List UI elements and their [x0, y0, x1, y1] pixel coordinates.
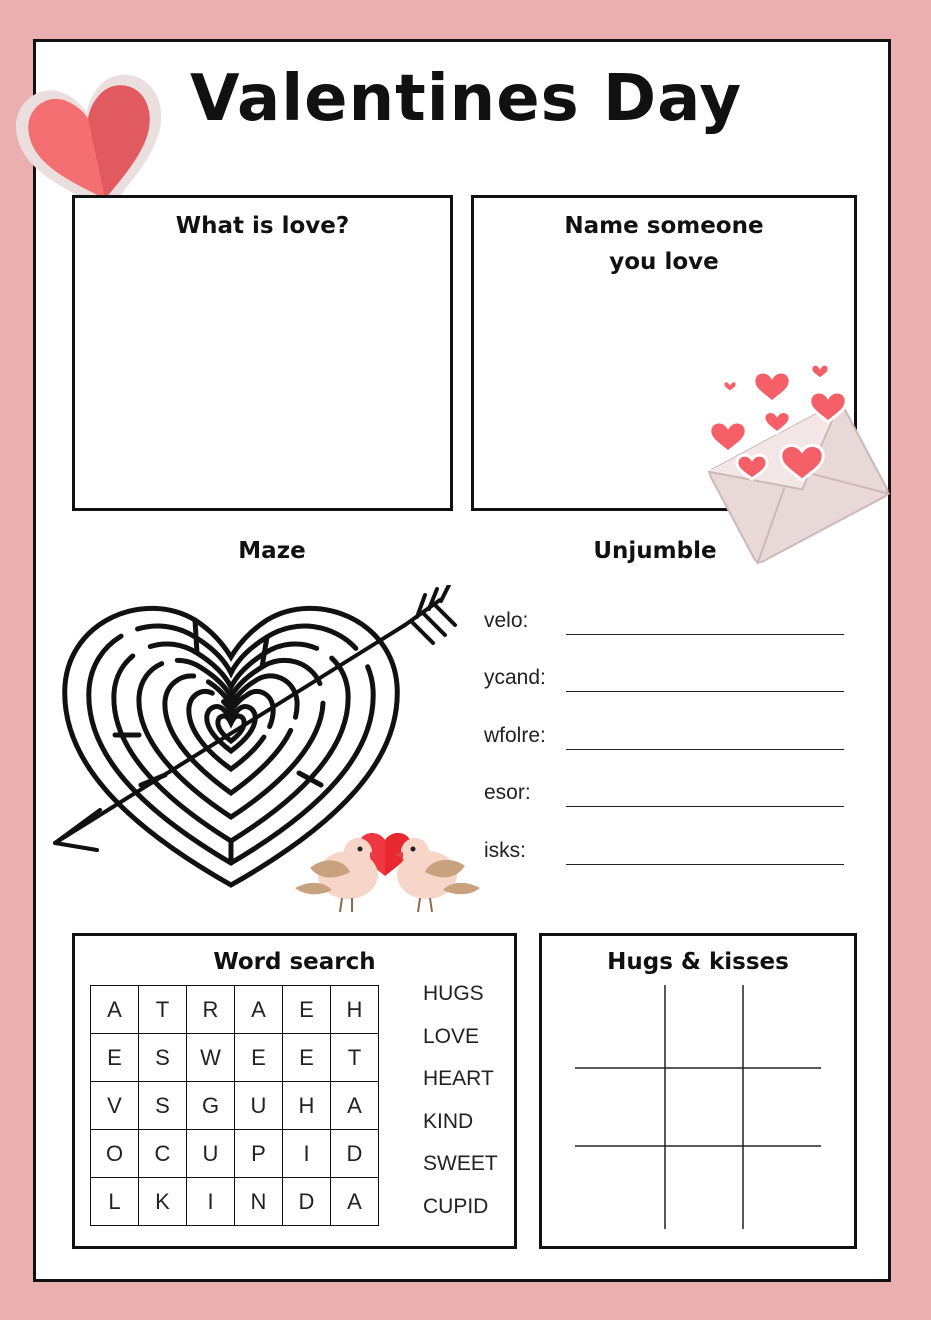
grid-cell[interactable]: T [331, 1034, 379, 1082]
answer-line[interactable] [566, 749, 844, 750]
jumble-word: isks: [484, 839, 526, 862]
grid-cell[interactable]: I [283, 1130, 331, 1178]
grid-cell[interactable]: H [283, 1082, 331, 1130]
name-someone-title-line1: Name someone [564, 213, 764, 239]
grid-cell[interactable]: R [187, 986, 235, 1034]
grid-cell[interactable]: I [187, 1178, 235, 1226]
grid-cell[interactable]: C [139, 1130, 187, 1178]
page-title: Valentines Day [190, 62, 743, 136]
grid-cell[interactable]: S [139, 1034, 187, 1082]
grid-row [91, 986, 379, 1034]
grid-cell[interactable]: E [91, 1034, 139, 1082]
jumble-word: ycand: [484, 666, 546, 689]
grid-row [91, 1130, 379, 1178]
grid-cell[interactable]: U [187, 1130, 235, 1178]
grid-cell[interactable]: N [235, 1178, 283, 1226]
search-word: KIND [423, 1109, 474, 1133]
grid-cell[interactable]: T [139, 986, 187, 1034]
what-is-love-box[interactable] [72, 195, 453, 511]
grid-cell[interactable]: D [331, 1130, 379, 1178]
unjumble-row [484, 777, 844, 807]
search-word: LOVE [423, 1024, 480, 1048]
grid-row [91, 1082, 379, 1130]
unjumble-row [484, 605, 844, 635]
what-is-love-title: What is love? [175, 213, 350, 239]
jumble-word: esor: [484, 781, 531, 804]
answer-line[interactable] [566, 691, 844, 692]
maze-title: Maze [238, 538, 306, 564]
answer-line[interactable] [566, 806, 844, 807]
grid-cell[interactable]: L [91, 1178, 139, 1226]
answer-line[interactable] [566, 634, 844, 635]
tic-tac-toe-board[interactable] [575, 985, 823, 1233]
grid-cell[interactable]: K [139, 1178, 187, 1226]
grid-cell[interactable]: D [283, 1178, 331, 1226]
answer-line[interactable] [566, 864, 844, 865]
grid-cell[interactable]: G [187, 1082, 235, 1130]
grid-cell[interactable]: A [235, 986, 283, 1034]
grid-row [91, 1178, 379, 1226]
jumble-word: wfolre: [484, 724, 546, 747]
grid-cell[interactable]: E [283, 1034, 331, 1082]
grid-cell[interactable]: W [187, 1034, 235, 1082]
grid-cell[interactable]: E [283, 986, 331, 1034]
name-someone-title-line2: you love [609, 249, 719, 275]
grid-row [91, 1034, 379, 1082]
grid-cell[interactable]: A [331, 1082, 379, 1130]
grid-cell[interactable]: P [235, 1130, 283, 1178]
grid-cell[interactable]: H [331, 986, 379, 1034]
hugs-kisses-title: Hugs & kisses [607, 949, 789, 975]
word-search-list [423, 982, 498, 1237]
search-word: SWEET [423, 1152, 498, 1175]
grid-cell[interactable]: A [331, 1178, 379, 1226]
word-search-grid[interactable] [90, 985, 379, 1226]
search-word: HEART [423, 1067, 494, 1090]
unjumble-row [484, 835, 844, 865]
word-search-title: Word search [213, 949, 376, 975]
unjumble-title: Unjumble [593, 538, 717, 564]
search-word: CUPID [423, 1194, 489, 1218]
search-word: HUGS [423, 982, 484, 1005]
grid-cell[interactable]: O [91, 1130, 139, 1178]
grid-cell[interactable]: S [139, 1082, 187, 1130]
grid-cell[interactable]: E [235, 1034, 283, 1082]
love-birds-icon [290, 800, 485, 920]
grid-cell[interactable]: U [235, 1082, 283, 1130]
unjumble-row [484, 662, 844, 692]
grid-cell[interactable]: A [91, 986, 139, 1034]
unjumble-row [484, 720, 844, 750]
envelope-hearts-icon [700, 355, 890, 565]
jumble-word: velo: [484, 609, 529, 632]
grid-cell[interactable]: V [91, 1082, 139, 1130]
